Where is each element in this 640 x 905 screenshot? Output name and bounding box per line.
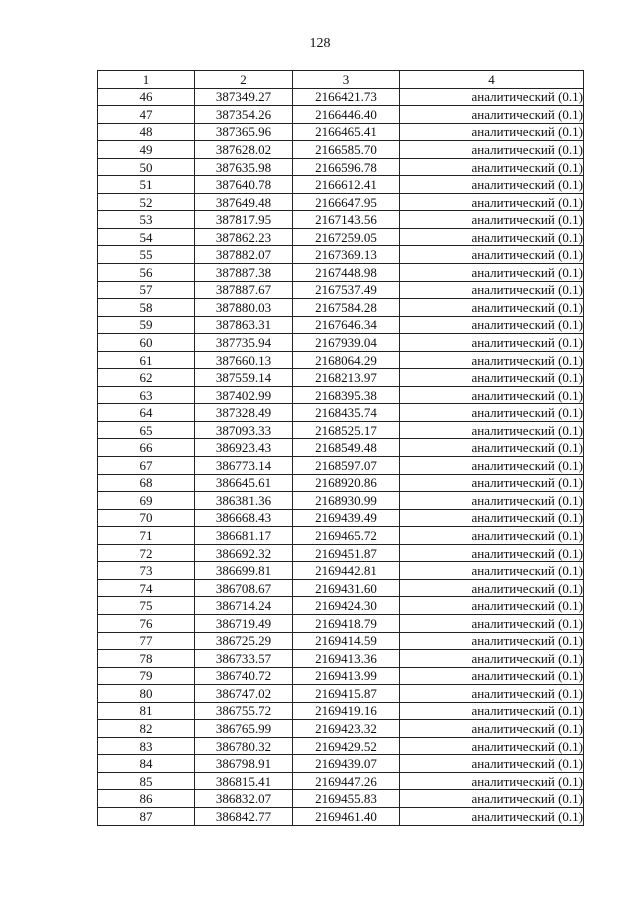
y-coordinate-cell: 2169439.07 [293,755,400,773]
point-number-cell: 78 [98,650,195,668]
point-number-cell: 79 [98,667,195,685]
y-coordinate-cell: 2167369.13 [293,246,400,264]
table-row [98,527,584,545]
table-row [98,509,584,527]
method-cell: аналитический (0.1) [400,141,584,159]
x-coordinate-cell: 386798.91 [195,755,293,773]
table-row [98,474,584,492]
x-coordinate-cell: 386668.43 [195,509,293,527]
x-coordinate-cell: 387093.33 [195,421,293,439]
x-coordinate-cell: 387660.13 [195,351,293,369]
y-coordinate-cell: 2166596.78 [293,158,400,176]
x-coordinate-cell: 387402.99 [195,386,293,404]
column-header: 2 [195,71,293,89]
x-coordinate-cell: 386692.32 [195,544,293,562]
x-coordinate-cell: 386733.57 [195,650,293,668]
method-cell: аналитический (0.1) [400,527,584,545]
y-coordinate-cell: 2169413.36 [293,650,400,668]
table-row [98,562,584,580]
y-coordinate-cell: 2166612.41 [293,176,400,194]
x-coordinate-cell: 387559.14 [195,369,293,387]
y-coordinate-cell: 2168920.86 [293,474,400,492]
method-cell: аналитический (0.1) [400,509,584,527]
table-row [98,790,584,808]
y-coordinate-cell: 2167939.04 [293,334,400,352]
y-coordinate-cell: 2167584.28 [293,299,400,317]
point-number-cell: 68 [98,474,195,492]
x-coordinate-cell: 387817.95 [195,211,293,229]
method-cell: аналитический (0.1) [400,158,584,176]
y-coordinate-cell: 2168435.74 [293,404,400,422]
x-coordinate-cell: 386815.41 [195,772,293,790]
x-coordinate-cell: 387882.07 [195,246,293,264]
point-number-cell: 46 [98,88,195,106]
x-coordinate-cell: 387735.94 [195,334,293,352]
y-coordinate-cell: 2167448.98 [293,264,400,282]
y-coordinate-cell: 2168549.48 [293,439,400,457]
table-row [98,106,584,124]
table-row [98,246,584,264]
x-coordinate-cell: 387880.03 [195,299,293,317]
y-coordinate-cell: 2168597.07 [293,457,400,475]
point-number-cell: 74 [98,579,195,597]
point-number-cell: 59 [98,316,195,334]
method-cell: аналитический (0.1) [400,720,584,738]
point-number-cell: 86 [98,790,195,808]
table-row [98,650,584,668]
method-cell: аналитический (0.1) [400,807,584,825]
method-cell: аналитический (0.1) [400,790,584,808]
point-number-cell: 69 [98,492,195,510]
method-cell: аналитический (0.1) [400,369,584,387]
point-number-cell: 72 [98,544,195,562]
table-body [98,88,584,825]
x-coordinate-cell: 387887.38 [195,264,293,282]
method-cell: аналитический (0.1) [400,299,584,317]
x-coordinate-cell: 386708.67 [195,579,293,597]
y-coordinate-cell: 2167143.56 [293,211,400,229]
method-cell: аналитический (0.1) [400,685,584,703]
point-number-cell: 55 [98,246,195,264]
table-row [98,281,584,299]
x-coordinate-cell: 386740.72 [195,667,293,685]
x-coordinate-cell: 387365.96 [195,123,293,141]
table-row [98,88,584,106]
method-cell: аналитический (0.1) [400,614,584,632]
point-number-cell: 61 [98,351,195,369]
table-row [98,386,584,404]
point-number-cell: 60 [98,334,195,352]
y-coordinate-cell: 2169439.49 [293,509,400,527]
point-number-cell: 62 [98,369,195,387]
method-cell: аналитический (0.1) [400,457,584,475]
y-coordinate-cell: 2169455.83 [293,790,400,808]
y-coordinate-cell: 2168525.17 [293,421,400,439]
method-cell: аналитический (0.1) [400,228,584,246]
table-header-row [98,71,584,89]
point-number-cell: 77 [98,632,195,650]
method-cell: аналитический (0.1) [400,562,584,580]
column-header: 4 [400,71,584,89]
point-number-cell: 52 [98,193,195,211]
method-cell: аналитический (0.1) [400,386,584,404]
x-coordinate-cell: 386747.02 [195,685,293,703]
x-coordinate-cell: 386755.72 [195,702,293,720]
point-number-cell: 53 [98,211,195,229]
point-number-cell: 56 [98,264,195,282]
point-number-cell: 57 [98,281,195,299]
point-number-cell: 63 [98,386,195,404]
method-cell: аналитический (0.1) [400,176,584,194]
x-coordinate-cell: 386923.43 [195,439,293,457]
x-coordinate-cell: 387349.27 [195,88,293,106]
y-coordinate-cell: 2169419.16 [293,702,400,720]
point-number-cell: 80 [98,685,195,703]
table-row [98,614,584,632]
table-row [98,755,584,773]
y-coordinate-cell: 2166421.73 [293,88,400,106]
table-row [98,158,584,176]
y-coordinate-cell: 2168213.97 [293,369,400,387]
table-row [98,632,584,650]
y-coordinate-cell: 2166446.40 [293,106,400,124]
y-coordinate-cell: 2168064.29 [293,351,400,369]
x-coordinate-cell: 387649.48 [195,193,293,211]
y-coordinate-cell: 2167259.05 [293,228,400,246]
x-coordinate-cell: 386681.17 [195,527,293,545]
y-coordinate-cell: 2167646.34 [293,316,400,334]
x-coordinate-cell: 386725.29 [195,632,293,650]
table-row [98,807,584,825]
method-cell: аналитический (0.1) [400,597,584,615]
method-cell: аналитический (0.1) [400,439,584,457]
point-number-cell: 73 [98,562,195,580]
point-number-cell: 67 [98,457,195,475]
point-number-cell: 66 [98,439,195,457]
y-coordinate-cell: 2169442.81 [293,562,400,580]
method-cell: аналитический (0.1) [400,264,584,282]
x-coordinate-cell: 387863.31 [195,316,293,334]
table-row [98,228,584,246]
table-row [98,334,584,352]
y-coordinate-cell: 2169431.60 [293,579,400,597]
table-row [98,685,584,703]
point-number-cell: 48 [98,123,195,141]
point-number-cell: 51 [98,176,195,194]
y-coordinate-cell: 2167537.49 [293,281,400,299]
method-cell: аналитический (0.1) [400,211,584,229]
method-cell: аналитический (0.1) [400,650,584,668]
y-coordinate-cell: 2169418.79 [293,614,400,632]
table-row [98,597,584,615]
x-coordinate-cell: 387640.78 [195,176,293,194]
coordinates-table [97,70,584,826]
table-row [98,141,584,159]
method-cell: аналитический (0.1) [400,755,584,773]
x-coordinate-cell: 386765.99 [195,720,293,738]
table-row [98,316,584,334]
y-coordinate-cell: 2169415.87 [293,685,400,703]
table-row [98,211,584,229]
column-header: 3 [293,71,400,89]
method-cell: аналитический (0.1) [400,579,584,597]
table-row [98,439,584,457]
table-row [98,544,584,562]
y-coordinate-cell: 2166465.41 [293,123,400,141]
x-coordinate-cell: 387328.49 [195,404,293,422]
point-number-cell: 76 [98,614,195,632]
method-cell: аналитический (0.1) [400,492,584,510]
y-coordinate-cell: 2168930.99 [293,492,400,510]
table-row [98,369,584,387]
method-cell: аналитический (0.1) [400,421,584,439]
table-row [98,702,584,720]
method-cell: аналитический (0.1) [400,281,584,299]
x-coordinate-cell: 386714.24 [195,597,293,615]
x-coordinate-cell: 386842.77 [195,807,293,825]
method-cell: аналитический (0.1) [400,246,584,264]
table-row [98,737,584,755]
method-cell: аналитический (0.1) [400,193,584,211]
point-number-cell: 75 [98,597,195,615]
point-number-cell: 85 [98,772,195,790]
y-coordinate-cell: 2169465.72 [293,527,400,545]
table-row [98,123,584,141]
point-number-cell: 50 [98,158,195,176]
table-row [98,579,584,597]
table-row [98,421,584,439]
x-coordinate-cell: 386773.14 [195,457,293,475]
method-cell: аналитический (0.1) [400,632,584,650]
method-cell: аналитический (0.1) [400,106,584,124]
y-coordinate-cell: 2166585.70 [293,141,400,159]
point-number-cell: 54 [98,228,195,246]
y-coordinate-cell: 2169451.87 [293,544,400,562]
y-coordinate-cell: 2169447.26 [293,772,400,790]
y-coordinate-cell: 2166647.95 [293,193,400,211]
point-number-cell: 87 [98,807,195,825]
x-coordinate-cell: 386780.32 [195,737,293,755]
method-cell: аналитический (0.1) [400,123,584,141]
table-row [98,667,584,685]
column-header: 1 [98,71,195,89]
point-number-cell: 84 [98,755,195,773]
point-number-cell: 71 [98,527,195,545]
y-coordinate-cell: 2169414.59 [293,632,400,650]
y-coordinate-cell: 2169429.52 [293,737,400,755]
table-row [98,720,584,738]
y-coordinate-cell: 2169413.99 [293,667,400,685]
table-row [98,351,584,369]
method-cell: аналитический (0.1) [400,88,584,106]
method-cell: аналитический (0.1) [400,316,584,334]
table-row [98,264,584,282]
x-coordinate-cell: 387628.02 [195,141,293,159]
table-row [98,404,584,422]
x-coordinate-cell: 386719.49 [195,614,293,632]
method-cell: аналитический (0.1) [400,474,584,492]
x-coordinate-cell: 386832.07 [195,790,293,808]
point-number-cell: 58 [98,299,195,317]
x-coordinate-cell: 387862.23 [195,228,293,246]
method-cell: аналитический (0.1) [400,334,584,352]
point-number-cell: 70 [98,509,195,527]
point-number-cell: 47 [98,106,195,124]
y-coordinate-cell: 2168395.38 [293,386,400,404]
x-coordinate-cell: 386645.61 [195,474,293,492]
point-number-cell: 49 [98,141,195,159]
point-number-cell: 64 [98,404,195,422]
method-cell: аналитический (0.1) [400,404,584,422]
table-row [98,457,584,475]
y-coordinate-cell: 2169424.30 [293,597,400,615]
y-coordinate-cell: 2169461.40 [293,807,400,825]
method-cell: аналитический (0.1) [400,351,584,369]
method-cell: аналитический (0.1) [400,667,584,685]
x-coordinate-cell: 386699.81 [195,562,293,580]
table-row [98,492,584,510]
method-cell: аналитический (0.1) [400,544,584,562]
point-number-cell: 82 [98,720,195,738]
x-coordinate-cell: 386381.36 [195,492,293,510]
table-row [98,176,584,194]
point-number-cell: 83 [98,737,195,755]
page-number: 128 [309,36,331,51]
method-cell: аналитический (0.1) [400,702,584,720]
x-coordinate-cell: 387887.67 [195,281,293,299]
method-cell: аналитический (0.1) [400,772,584,790]
method-cell: аналитический (0.1) [400,737,584,755]
point-number-cell: 81 [98,702,195,720]
table-row [98,772,584,790]
table-row [98,299,584,317]
point-number-cell: 65 [98,421,195,439]
y-coordinate-cell: 2169423.32 [293,720,400,738]
x-coordinate-cell: 387354.26 [195,106,293,124]
table-row [98,193,584,211]
x-coordinate-cell: 387635.98 [195,158,293,176]
